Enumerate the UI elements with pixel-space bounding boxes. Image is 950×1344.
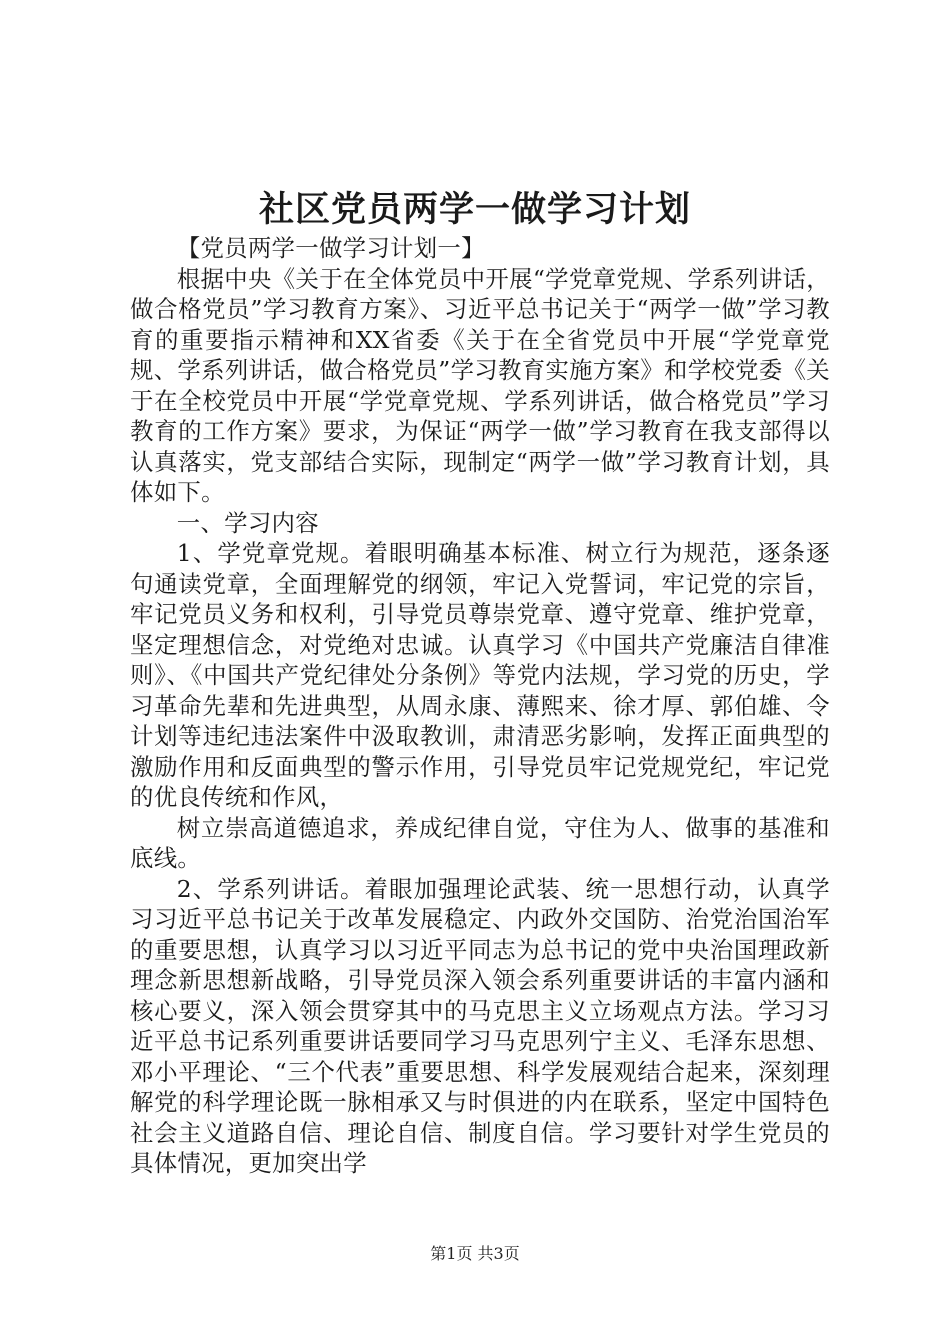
- paragraph-moral-pursuit: 树立崇高道德追求，养成纪律自觉，守住为人、做事的基准和底线。: [130, 813, 830, 872]
- intro-paragraph: 根据中央《关于在全体党员中开展“学党章党规、学系列讲话，做合格党员”学习教育方案》、习近平总书记关于“两学一做”学习教育的重要指示精神和XX省委《关于在全省党员中开展“学党章党规、学系列讲话，做合格党员”学习教育实施方案》和学校党委《关于在全校党员中开展“学党章党规、学系列讲话，做合格党员”学习教育的工作方案》要求，为保证“两学一做”学习教育在我支部得以认真落实，党支部结合实际，现制定“两学一做”学习教育计划，具体如下。: [130, 264, 830, 506]
- paragraph-series-speeches: 2、学系列讲话。着眼加强理论武装、统一思想行动，认真学习习近平总书记关于改革发展稳定、内政外交国防、治党治国治军的重要思想，认真学习以习近平同志为总书记的党中央治国理政新理念新思想新战略，引导党员深入领会系列重要讲话的丰富内涵和核心要义，深入领会贯穿其中的马克思主义立场观点方法。学习习近平总书记系列重要讲话要同学习马克思列宁主义、毛泽东思想、邓小平理论、“三个代表”重要思想、科学发展观结合起来，深刻理解党的科学理论既一脉相承又与时俱进的内在联系，坚定中国特色社会主义道路自信、理论自信、制度自信。学习要针对学生党员的具体情况，更加突出学: [130, 874, 830, 1177]
- document-title: 社区党员两学一做学习计划: [258, 189, 691, 230]
- page-number-footer: 第1页 共3页: [430, 1244, 520, 1263]
- paragraph-party-constitution: 1、学党章党规。着眼明确基本标准、树立行为规范，逐条逐句通读党章，全面理解党的纲领，牢记入党誓词，牢记党的宗旨，牢记党员义务和权利，引导党员尊崇党章、遵守党章、维护党章，坚定理想信念，对党绝对忠诚。认真学习《中国共产党廉洁自律准则》、《中国共产党纪律处分条例》等党内法规，学习党的历史，学习革命先辈和先进典型，从周永康、薄熙来、徐才厚、郭伯雄、令计划等违纪违法案件中汲取教训，肃清恶劣影响，发挥正面典型的激励作用和反面典型的警示作用，引导党员牢记党规党纪，牢记党的优良传统和作风，: [130, 539, 830, 811]
- section-heading-study-content: 一、学习内容: [176, 508, 319, 537]
- section-heading-plan-one: 【党员两学一做学习计划一】: [176, 234, 485, 262]
- document-body: [130, 233, 830, 1179]
